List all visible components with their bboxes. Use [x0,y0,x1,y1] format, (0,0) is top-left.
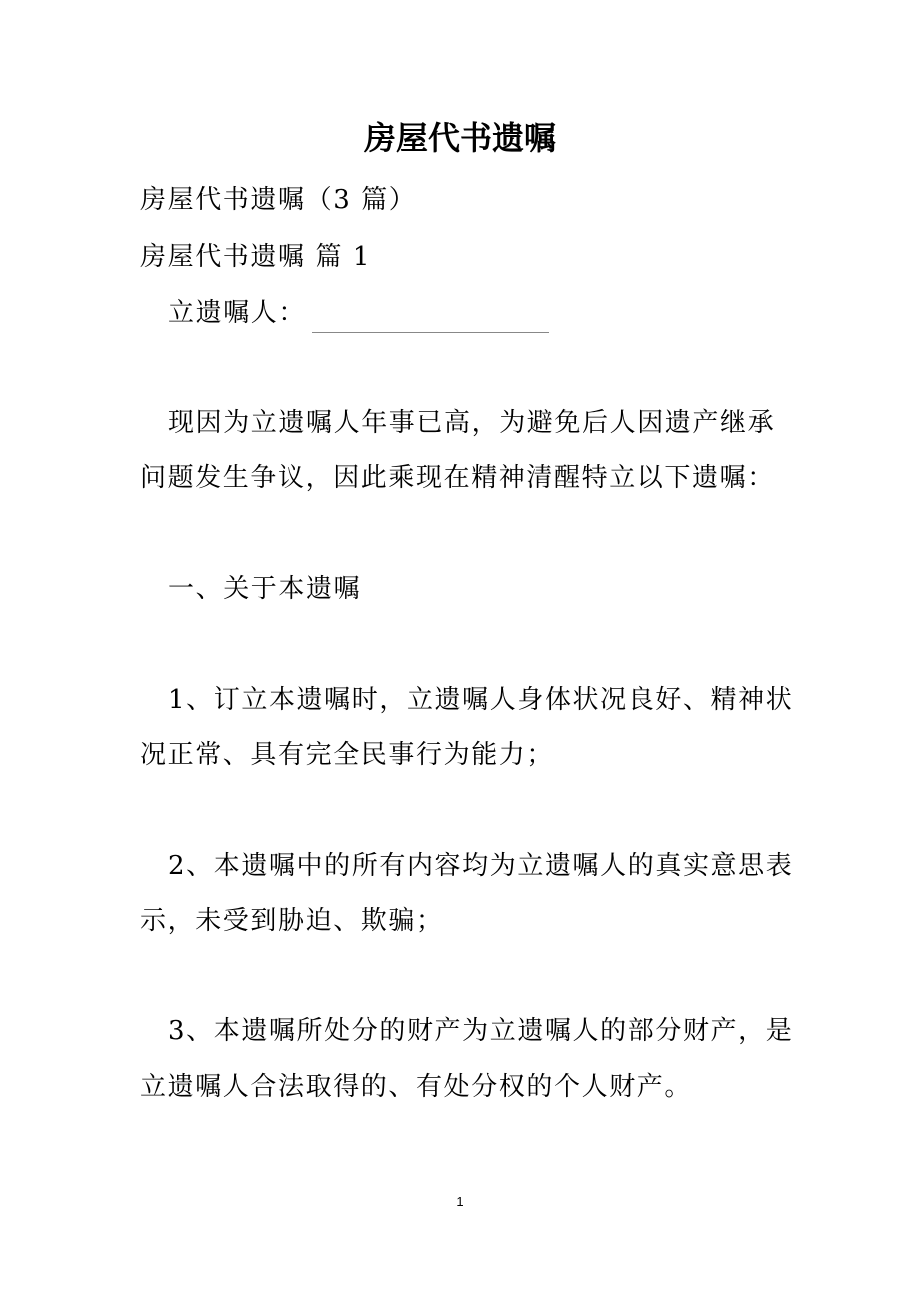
document-title: 房屋代书遗嘱 [363,119,556,157]
paragraph-line: 问题发生争议，因此乘现在精神清醒特立以下遗嘱： [140,463,775,493]
clause-heading: 一、关于本遗嘱 [168,574,362,604]
paragraph-line: 示，未受到胁迫、欺骗； [140,906,444,936]
testator-blank-line [312,302,549,333]
section-heading: 房屋代书遗嘱 篇 1 [140,242,372,272]
paragraph-line: 况正常、具有完全民事行为能力； [140,740,555,770]
testator-label: 立遗嘱人： [168,298,307,328]
page-number: 1 [456,1194,464,1209]
paragraph-line: 1、订立本遗嘱时，立遗嘱人身体状况良好、精神状 [168,685,794,715]
paragraph-line: 2、本遗嘱中的所有内容均为立遗嘱人的真实意思表 [168,851,794,881]
paragraph-line: 立遗嘱人合法取得的、有处分权的个人财产。 [140,1072,693,1102]
paragraph-line: 现因为立遗嘱人年事已高，为避免后人因遗产继承 [168,408,776,438]
paragraph-line: 3、本遗嘱所处分的财产为立遗嘱人的部分财产，是 [168,1016,794,1046]
testator-field [168,293,549,333]
document-subtitle: 房屋代书遗嘱（3 篇） [140,185,417,215]
